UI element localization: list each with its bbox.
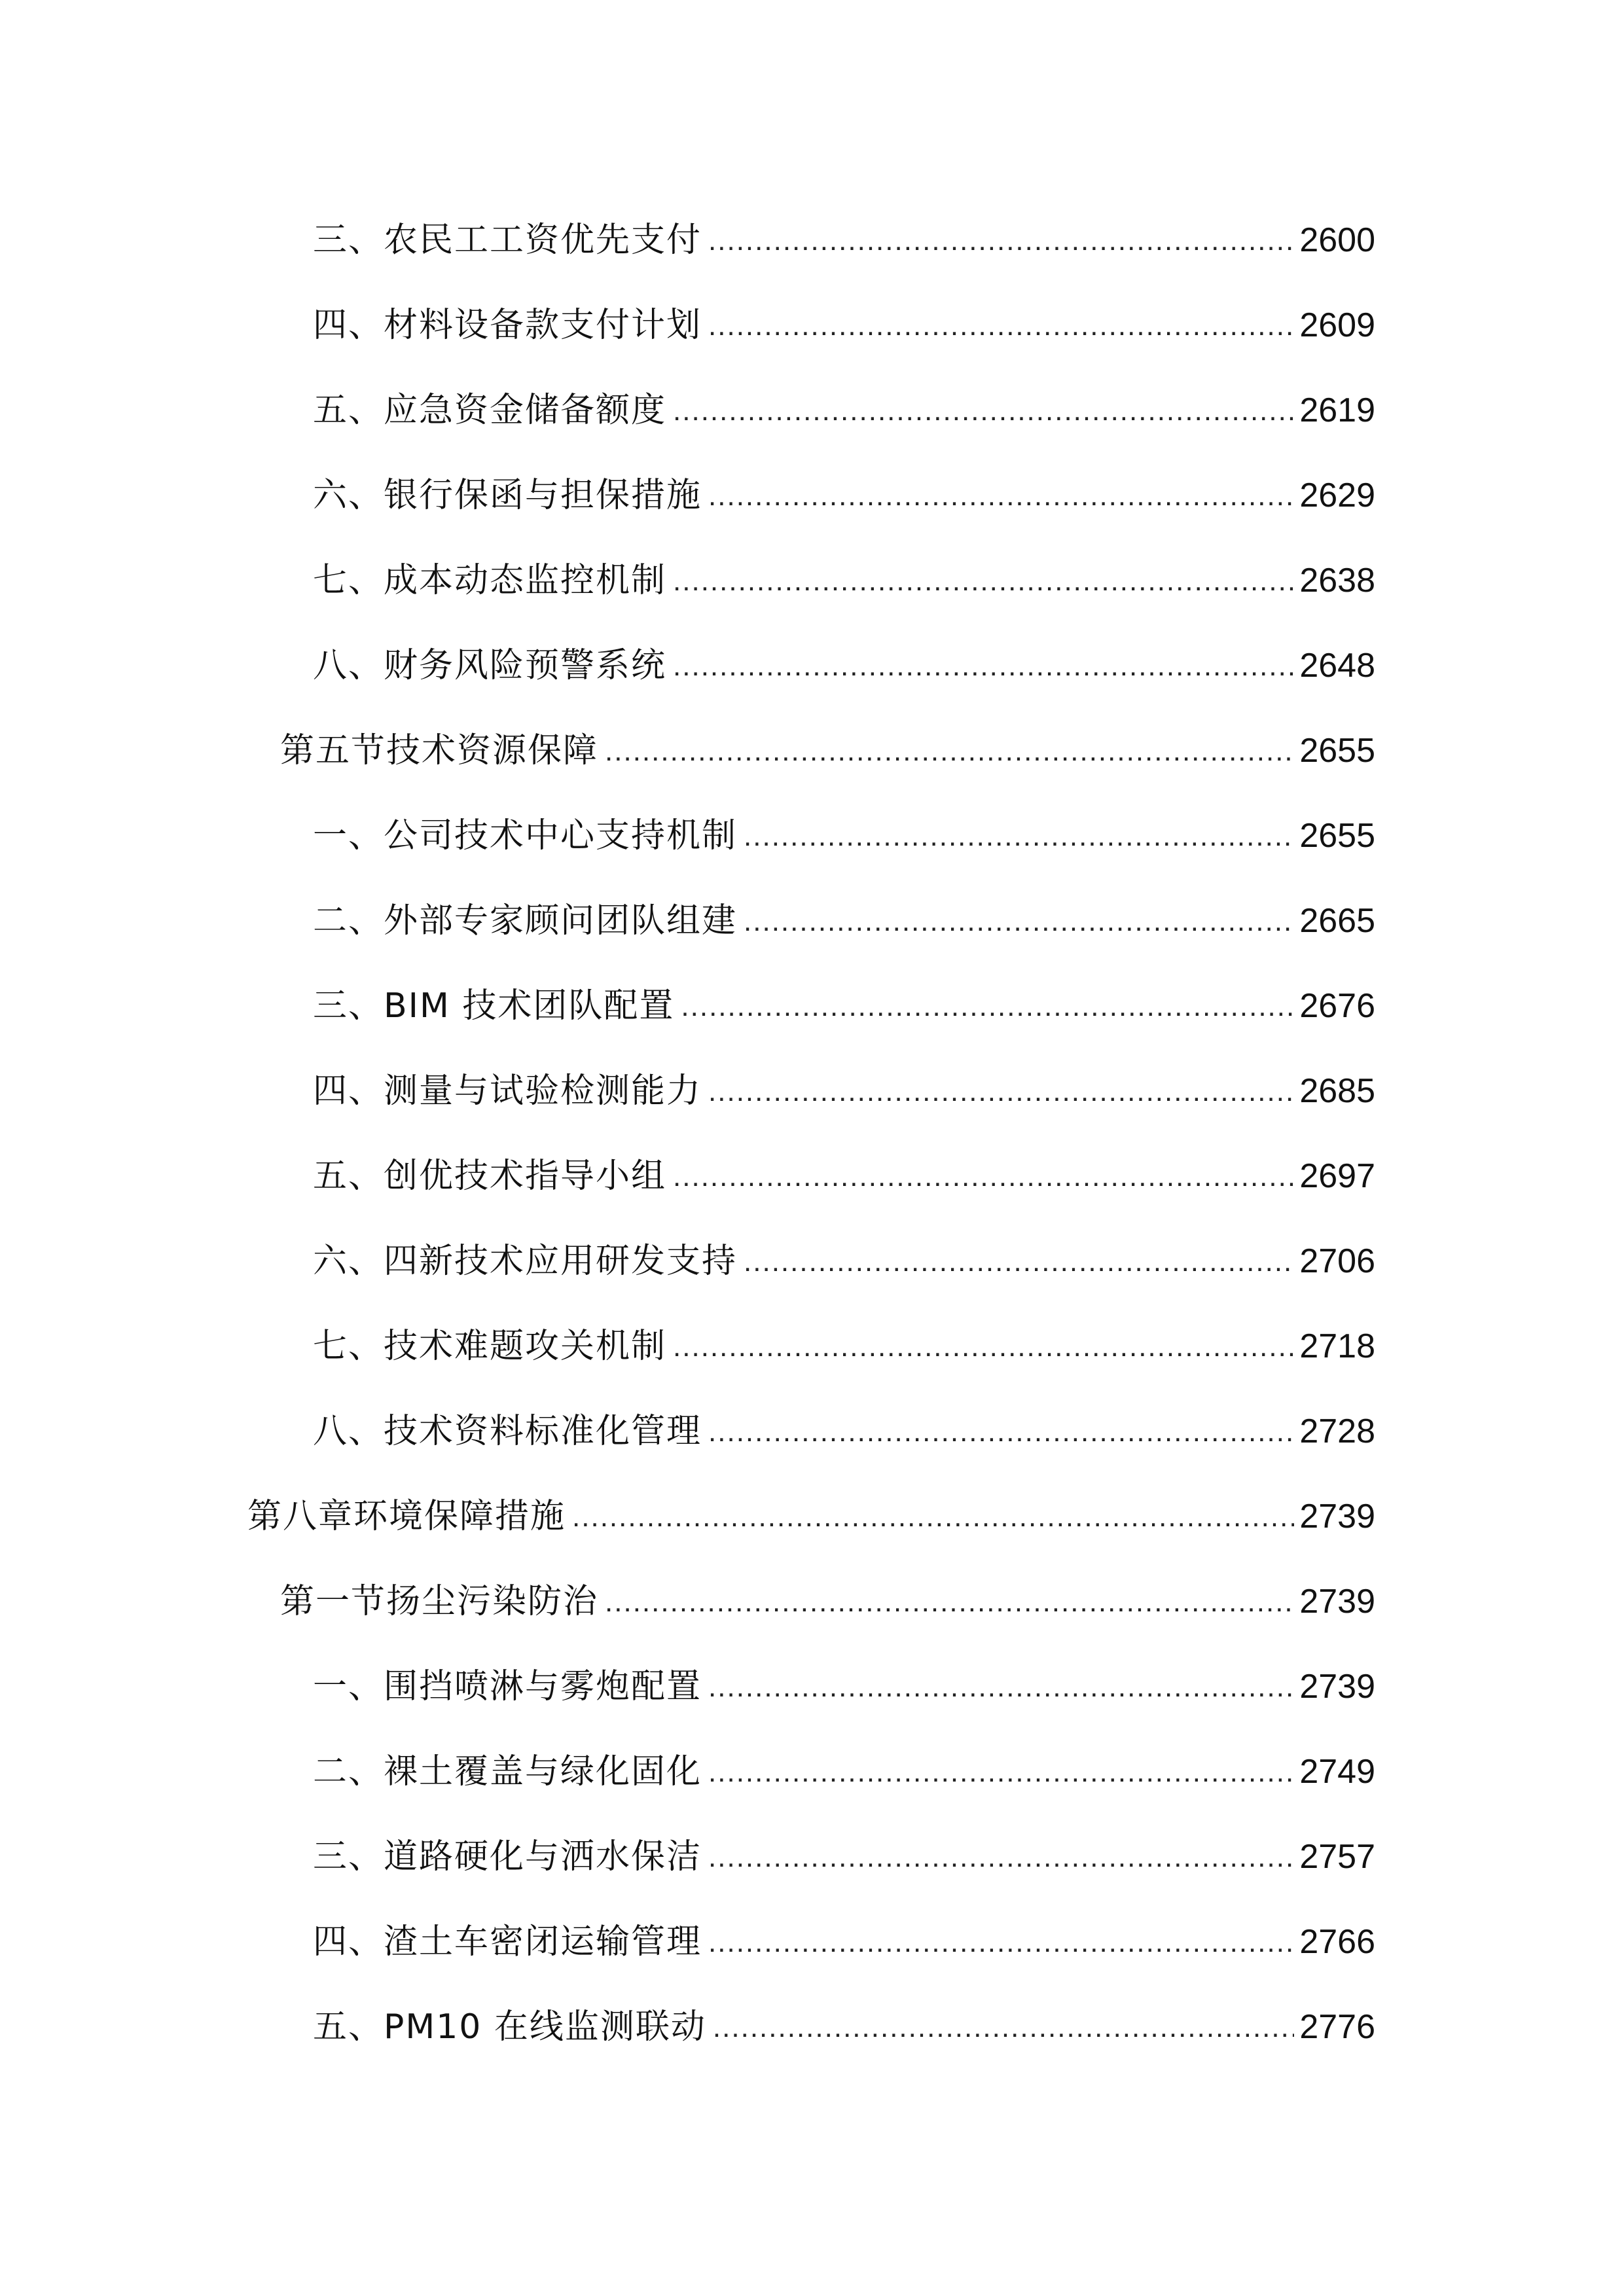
toc-entry-label: 一、围挡喷淋与雾炮配置 — [313, 1667, 702, 1706]
toc-leader-dots — [673, 1147, 1294, 1206]
toc-entry-page: 2739 — [1299, 1498, 1375, 1535]
toc-entry[interactable] — [313, 1232, 1375, 1291]
toc-entry[interactable] — [313, 1402, 1375, 1461]
toc-entry-label: 八、财务风险预警系统 — [313, 646, 667, 685]
toc-entry-page: 2718 — [1299, 1327, 1375, 1365]
toc-entry-label: 五、应急资金储备额度 — [313, 391, 667, 430]
toc-entry[interactable] — [313, 1912, 1375, 1971]
toc-entry-label: 第八章环境保障措施 — [247, 1497, 566, 1536]
toc-entry-page: 2638 — [1299, 562, 1375, 600]
toc-entry-label: 四、渣土车密闭运输管理 — [313, 1922, 702, 1962]
toc-entry-label: 二、裸土覆盖与绿化固化 — [313, 1752, 702, 1791]
toc-entry-page: 2619 — [1299, 391, 1375, 429]
toc-entry[interactable] — [313, 636, 1375, 695]
toc-leader-dots — [605, 721, 1294, 780]
toc-entry-label: 第一节扬尘污染防治 — [280, 1582, 599, 1621]
toc-leader-dots — [708, 1402, 1294, 1461]
toc-entry[interactable] — [313, 1998, 1375, 2056]
toc-entry-page: 2739 — [1299, 1668, 1375, 1706]
toc-entry-page: 2749 — [1299, 1753, 1375, 1791]
toc-leader-dots — [673, 381, 1294, 440]
toc-entry[interactable] — [313, 381, 1375, 440]
toc-entry[interactable] — [313, 806, 1375, 865]
toc-entry-label: 六、四新技术应用研发支持 — [313, 1242, 738, 1281]
toc-leader-dots — [708, 296, 1294, 355]
toc-leader-dots — [572, 1487, 1294, 1546]
toc-entry[interactable] — [313, 1657, 1375, 1716]
toc-entry[interactable] — [313, 1742, 1375, 1801]
toc-entry-page: 2757 — [1299, 1838, 1375, 1876]
toc-entry-page: 2665 — [1299, 902, 1375, 940]
toc-entry-label: 三、农民工工资优先支付 — [313, 221, 702, 260]
toc-entry-label: 五、创优技术指导小组 — [313, 1157, 667, 1196]
toc-entry[interactable] — [313, 1062, 1375, 1121]
toc-leader-dots — [744, 806, 1294, 865]
toc-leader-dots — [605, 1572, 1294, 1631]
toc-entry-label: 二、外部专家顾问团队组建 — [313, 901, 738, 941]
toc-entry-label: 八、技术资料标准化管理 — [313, 1412, 702, 1451]
toc-entry-page: 2706 — [1299, 1242, 1375, 1280]
toc-entry-label: 五、PM10 在线监测联动 — [313, 2007, 706, 2047]
toc-entry-page: 2697 — [1299, 1157, 1375, 1195]
toc-entry-section[interactable] — [280, 1572, 1375, 1631]
toc-entry-label: 七、技术难题攻关机制 — [313, 1327, 667, 1366]
toc-leader-dots — [708, 1827, 1294, 1886]
toc-leader-dots — [713, 1998, 1294, 2056]
toc-entry[interactable] — [313, 296, 1375, 355]
toc-entry-label: 七、成本动态监控机制 — [313, 561, 667, 600]
toc-leader-dots — [673, 551, 1294, 610]
toc-entry-label: 四、测量与试验检测能力 — [313, 1071, 702, 1111]
toc-entry-page: 2739 — [1299, 1583, 1375, 1621]
toc-entry-label: 三、道路硬化与洒水保洁 — [313, 1837, 702, 1876]
toc-entry[interactable] — [313, 1317, 1375, 1376]
toc-entry-page: 2609 — [1299, 306, 1375, 344]
toc-entry-label: 一、公司技术中心支持机制 — [313, 816, 738, 855]
toc-entry-page: 2655 — [1299, 732, 1375, 770]
toc-leader-dots — [708, 466, 1294, 525]
toc-leader-dots — [708, 211, 1294, 270]
toc-entry-page: 2629 — [1299, 476, 1375, 514]
toc-entry[interactable] — [313, 977, 1375, 1035]
toc-leader-dots — [708, 1912, 1294, 1971]
toc-entry-page: 2648 — [1299, 647, 1375, 685]
toc-leader-dots — [708, 1062, 1294, 1121]
toc-entry[interactable] — [313, 1827, 1375, 1886]
toc-entry[interactable] — [313, 891, 1375, 950]
toc-entry[interactable] — [313, 211, 1375, 270]
toc-entry-page: 2600 — [1299, 221, 1375, 259]
toc-entry[interactable] — [313, 466, 1375, 525]
toc-entry-page: 2776 — [1299, 2008, 1375, 2046]
toc-entry-label: 四、材料设备款支付计划 — [313, 306, 702, 345]
toc-entry-label: 六、银行保函与担保措施 — [313, 476, 702, 515]
toc-entry-page: 2676 — [1299, 987, 1375, 1025]
toc-entry-page: 2685 — [1299, 1072, 1375, 1110]
toc-entry-page: 2655 — [1299, 817, 1375, 855]
toc-leader-dots — [744, 891, 1294, 950]
toc-entry-label: 第五节技术资源保障 — [280, 731, 599, 770]
toc-leader-dots — [708, 1742, 1294, 1801]
toc-leader-dots — [708, 1657, 1294, 1716]
toc-entry[interactable] — [313, 551, 1375, 610]
toc-entry-page: 2728 — [1299, 1412, 1375, 1450]
toc-leader-dots — [681, 977, 1294, 1035]
toc-leader-dots — [673, 1317, 1294, 1376]
toc-leader-dots — [744, 1232, 1294, 1291]
toc-leader-dots — [673, 636, 1294, 695]
toc-entry-section[interactable] — [280, 721, 1375, 780]
toc-entry-label: 三、BIM 技术团队配置 — [313, 986, 675, 1026]
toc-entry-page: 2766 — [1299, 1923, 1375, 1961]
toc-entry-chapter[interactable] — [247, 1487, 1375, 1546]
toc-entry[interactable] — [313, 1147, 1375, 1206]
